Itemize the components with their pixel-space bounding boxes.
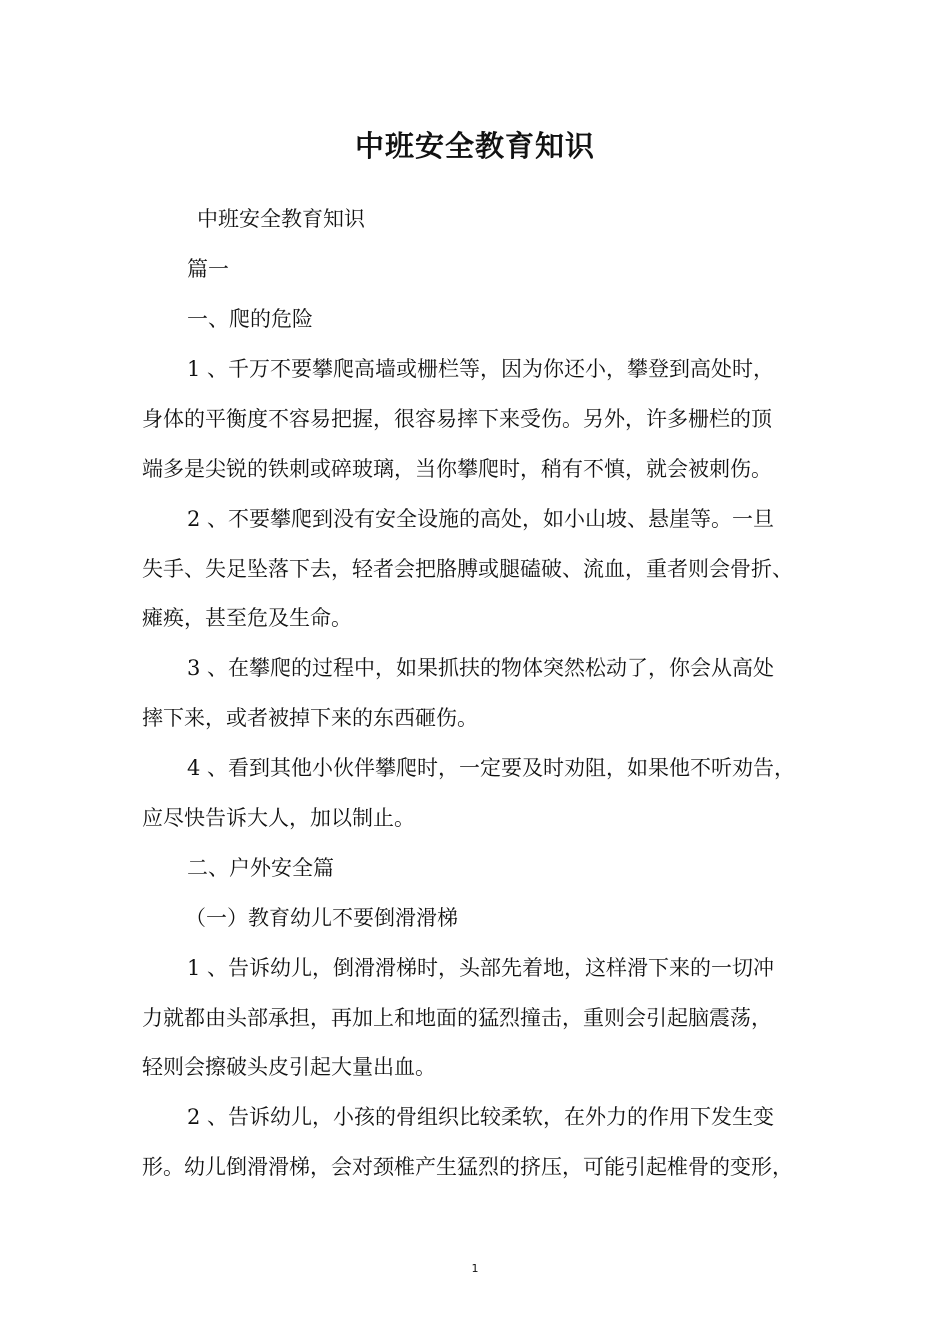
paragraph-line: 力就都由头部承担，再加上和地面的猛烈撞击，重则会引起脑震荡， (142, 1006, 772, 1030)
part-heading: 篇一 (187, 257, 229, 281)
section-heading-climbing: 一、爬的危险 (187, 307, 313, 331)
paragraph-line: 轻则会擦破头皮引起大量出血。 (142, 1055, 436, 1079)
paragraph-line: 2 、告诉幼儿，小孩的骨组织比较柔软，在外力的作用下发生变 (187, 1105, 775, 1129)
paragraph-line: 瘫痪，甚至危及生命。 (142, 606, 352, 630)
paragraph-line: 形。幼儿倒滑滑梯，会对颈椎产生猛烈的挤压，可能引起椎骨的变形， (142, 1155, 793, 1179)
paragraph-line: 1 、千万不要攀爬高墙或栅栏等，因为你还小，攀登到高处时， (187, 357, 775, 381)
document-title: 中班安全教育知识 (354, 129, 595, 163)
section-heading-outdoor: 二、户外安全篇 (187, 856, 334, 880)
page-number: 1 (471, 1262, 479, 1275)
subsection-heading-slide: （一）教育幼儿不要倒滑滑梯 (185, 906, 458, 930)
paragraph-line: 失手、失足坠落下去，轻者会把胳膊或腿磕破、流血，重者则会骨折、 (142, 557, 793, 581)
paragraph-line: 4 、看到其他小伙伴攀爬时，一定要及时劝阻，如果他不听劝告， (187, 756, 796, 780)
paragraph-line: 应尽快告诉大人，加以制止。 (142, 806, 415, 830)
paragraph-line: 2 、不要攀爬到没有安全设施的高处，如小山坡、悬崖等。一旦 (187, 507, 775, 531)
document-subtitle: 中班安全教育知识 (197, 207, 365, 231)
paragraph-line: 摔下来，或者被掉下来的东西砸伤。 (142, 706, 478, 730)
paragraph-line: 身体的平衡度不容易把握，很容易摔下来受伤。另外，许多栅栏的顶 (142, 407, 772, 431)
paragraph-line: 端多是尖锐的铁刺或碎玻璃，当你攀爬时，稍有不慎，就会被刺伤。 (142, 457, 772, 481)
paragraph-line: 3 、在攀爬的过程中，如果抓扶的物体突然松动了，你会从高处 (187, 656, 775, 680)
paragraph-line: 1 、告诉幼儿，倒滑滑梯时，头部先着地，这样滑下来的一切冲 (187, 956, 775, 980)
